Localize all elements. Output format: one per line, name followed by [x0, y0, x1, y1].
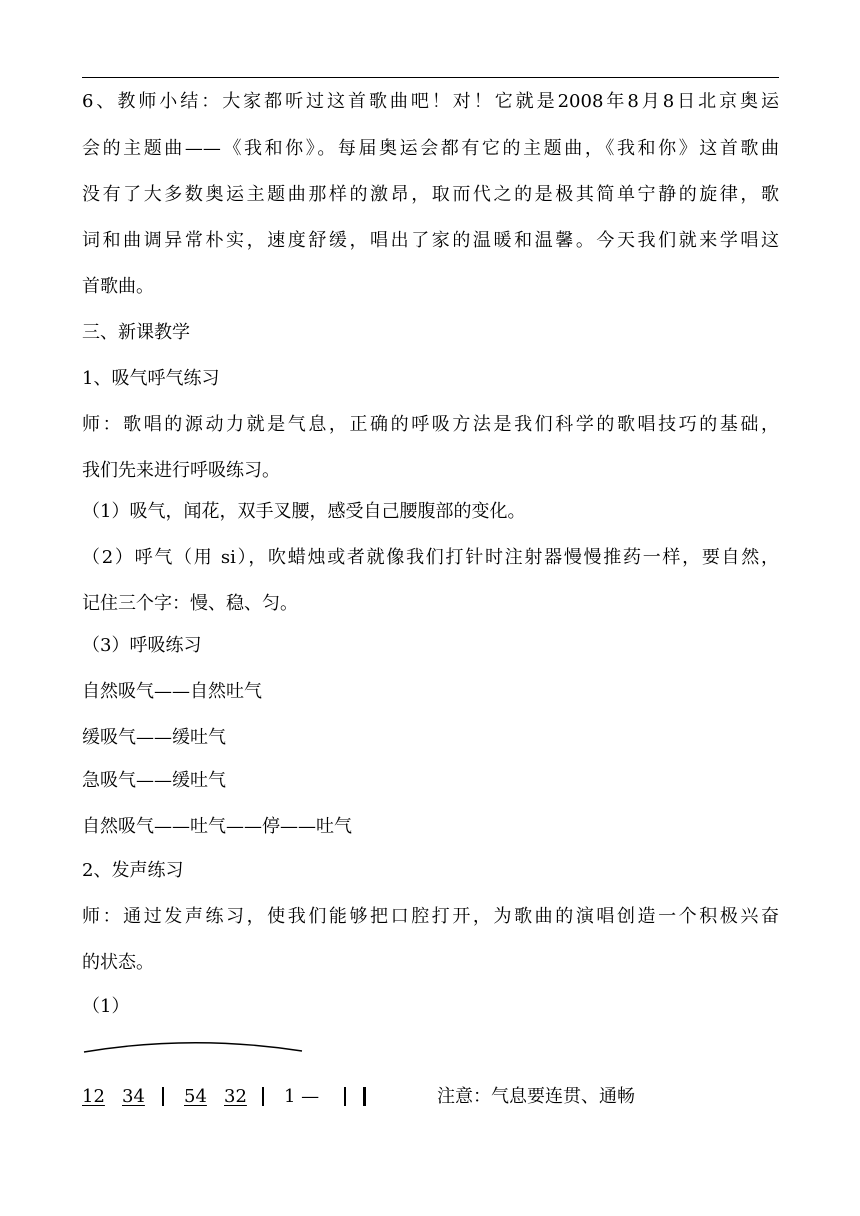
notation-group: 12 — [82, 1086, 105, 1107]
subsection-heading: 2、发声练习 — [82, 860, 184, 881]
exercise-line: 自然吸气——自然吐气 — [82, 681, 262, 702]
notation-group: 34 — [122, 1086, 145, 1107]
paragraph-line: 师：通过发声练习，使我们能够把口腔打开，为歌曲的演唱创造一个积极兴奋 — [82, 906, 779, 927]
paragraph-line: 首歌曲。 — [82, 276, 154, 297]
subsection-heading: 1、吸气呼气练习 — [82, 368, 220, 389]
paragraph-line: 师：歌唱的源动力就是气息，正确的呼吸方法是我们科学的歌唱技巧的基础， — [82, 414, 779, 435]
notation-group: 32 — [224, 1086, 247, 1107]
list-item: （2）呼气（用 si），吹蜡烛或者就像我们打针时注射器慢慢推药一样，要自然， — [82, 547, 779, 568]
notation-ending: 1 — — [284, 1086, 320, 1107]
notation-note: 注意：气息要连贯、通畅 — [437, 1086, 635, 1107]
music-notation — [82, 1083, 779, 1111]
paragraph-line: 的状态。 — [82, 952, 154, 973]
paragraph-line: 我们先来进行呼吸练习。 — [82, 460, 280, 481]
notation-group: 54 — [184, 1086, 207, 1107]
section-heading: 三、新课教学 — [82, 322, 190, 343]
final-bar-line — [363, 1087, 366, 1106]
bar-line — [344, 1087, 346, 1106]
list-item: （1）吸气，闻花，双手叉腰，感受自己腰腹部的变化。 — [82, 501, 526, 522]
exercise-line: 自然吸气——吐气——停——吐气 — [82, 816, 352, 837]
bar-line — [262, 1087, 264, 1106]
paragraph-line: 没有了大多数奥运主题曲那样的激昂，取而代之的是极其简单宁静的旋律，歌 — [82, 184, 779, 205]
list-item: （3）呼吸练习 — [82, 635, 202, 656]
slur-mark — [82, 1040, 312, 1060]
header-rule — [82, 77, 779, 78]
paragraph-line: 6、教师小结：大家都听过这首歌曲吧！对！它就是2008年8月8日北京奥运 — [82, 91, 779, 112]
bar-line — [162, 1087, 164, 1106]
exercise-line: 急吸气——缓吐气 — [82, 770, 226, 791]
exercise-line: 缓吸气——缓吐气 — [82, 727, 226, 748]
paragraph-line: 词和曲调异常朴实，速度舒缓，唱出了家的温暖和温馨。今天我们就来学唱这 — [82, 230, 779, 251]
paragraph-line: 记住三个字：慢、稳、匀。 — [82, 593, 298, 614]
list-item: （1） — [82, 996, 130, 1017]
paragraph-line: 会的主题曲——《我和你》。每届奥运会都有它的主题曲，《我和你》这首歌曲 — [82, 138, 779, 159]
